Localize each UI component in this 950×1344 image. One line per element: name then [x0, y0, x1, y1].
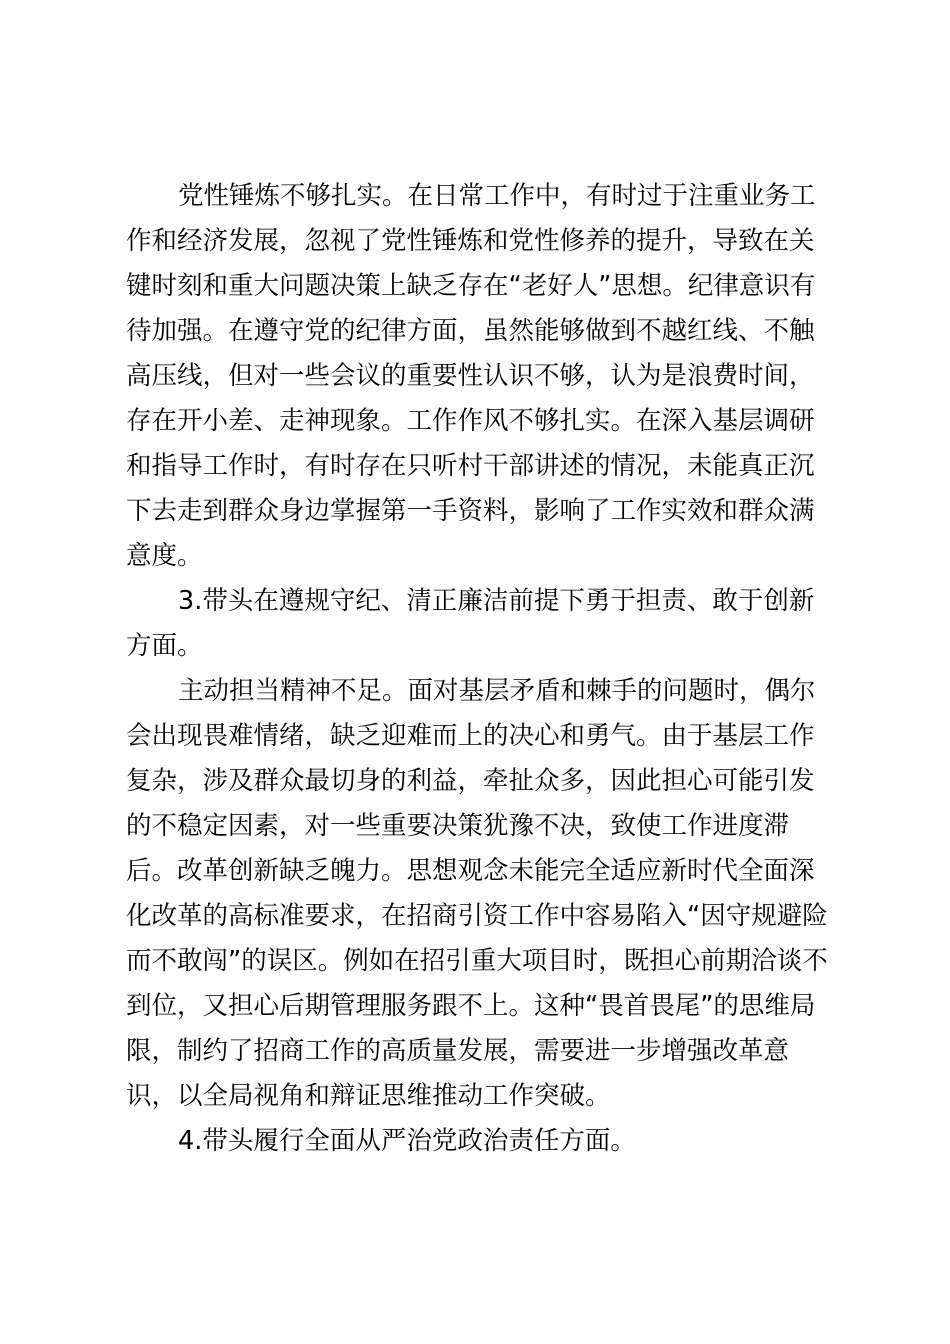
section-heading-line: 方面。: [126, 631, 203, 661]
paragraph-line: 识，以全局视角和辩证思维推动工作突破。: [126, 1081, 611, 1111]
paragraph-line: 化改革的高标准要求，在招商引资工作中容易陷入“因守规避险: [126, 901, 828, 931]
paragraph-line: 的不稳定因素，对一些重要决策犹豫不决，致使工作进度滞: [126, 811, 790, 841]
paragraph-line: 会出现畏难情绪，缺乏迎难而上的决心和勇气。由于基层工作: [126, 721, 815, 751]
paragraph-line: 存在开小差、走神现象。工作作风不够扎实。在深入基层调研: [126, 406, 815, 436]
paragraph-line: 后。改革创新缺乏魄力。思想观念未能完全适应新时代全面深: [126, 856, 815, 886]
paragraph-line: 限，制约了招商工作的高质量发展，需要进一步增强改革意: [126, 1036, 790, 1066]
paragraph-line: 复杂，涉及群众最切身的利益，牵扯众多，因此担心可能引发: [126, 766, 815, 796]
section-heading-line: 4.带头履行全面从严治党政治责任方面。: [178, 1126, 636, 1156]
paragraph-line: 和指导工作时，有时存在只听村干部讲述的情况，未能真正沉: [126, 451, 815, 481]
section-heading-line: 3.带头在遵规守纪、清正廉洁前提下勇于担责、敢于创新: [178, 586, 815, 616]
paragraph-line: 主动担当精神不足。面对基层矛盾和棘手的问题时，偶尔: [178, 676, 816, 706]
paragraph-line: 下去走到群众身边掌握第一手资料，影响了工作实效和群众满: [126, 496, 815, 526]
paragraph-line: 到位，又担心后期管理服务跟不上。这种“畏首畏尾”的思维局: [126, 991, 816, 1021]
paragraph-line: 键时刻和重大问题决策上缺乏存在“老好人”思想。纪律意识有: [126, 271, 816, 301]
paragraph-line: 待加强。在遵守党的纪律方面，虽然能够做到不越红线、不触: [126, 316, 815, 346]
paragraph-line: 而不敢闯”的误区。例如在招引重大项目时，既担心前期洽谈不: [126, 946, 828, 976]
paragraph-line: 高压线，但对一些会议的重要性认识不够，认为是浪费时间，: [126, 361, 815, 391]
paragraph-line: 意度。: [126, 541, 203, 571]
paragraph-line: 党性锤炼不够扎实。在日常工作中，有时过于注重业务工: [178, 181, 816, 211]
paragraph-line: 作和经济发展，忽视了党性锤炼和党性修养的提升，导致在关: [126, 226, 815, 256]
